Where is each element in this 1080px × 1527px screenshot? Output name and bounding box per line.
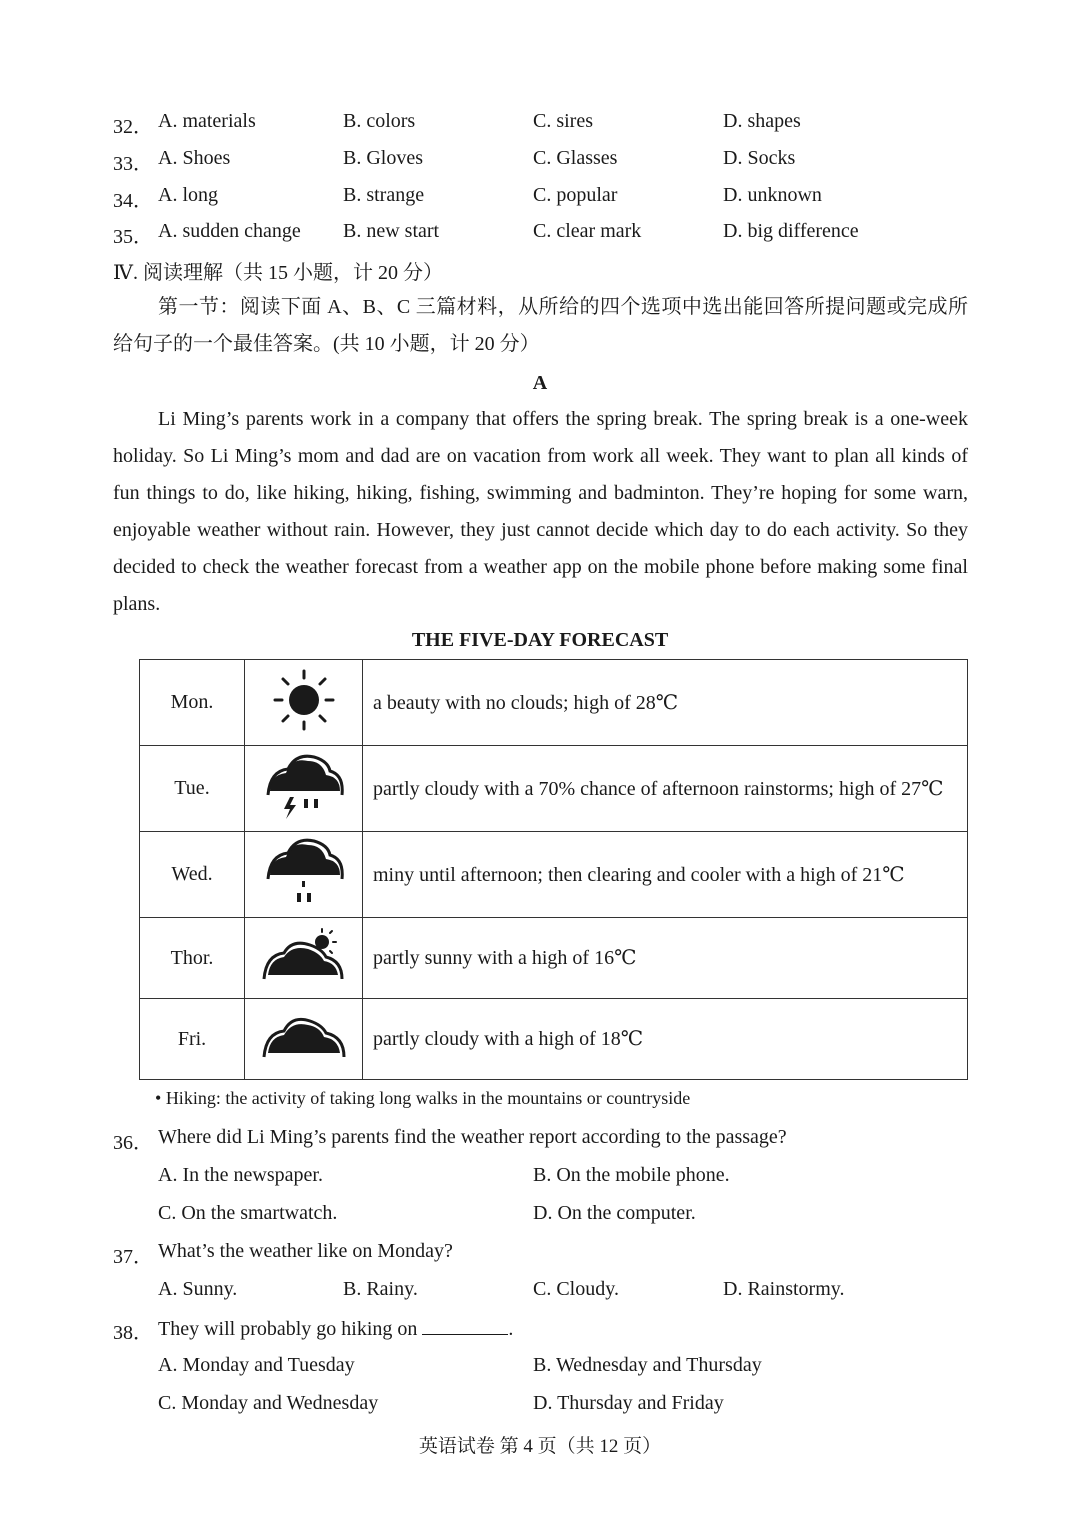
option-c: C. Cloudy. — [533, 1278, 619, 1300]
partly-sunny-icon — [262, 927, 346, 983]
option-a: A. long — [158, 184, 218, 206]
hiking-note — [155, 1088, 690, 1109]
option-d: D. Socks — [723, 147, 796, 169]
option-d: D. Rainstormy. — [723, 1278, 845, 1300]
question-number: 33． — [113, 153, 153, 175]
option-c: C. sires — [533, 110, 593, 132]
question-text: They will probably go hiking on — [158, 1318, 418, 1340]
option-a: A. sudden change — [158, 220, 301, 242]
option-a: A. Monday and Tuesday — [158, 1354, 355, 1376]
answer-blank — [422, 1316, 508, 1335]
option-a: A. Sunny. — [158, 1278, 238, 1300]
sun-icon — [269, 667, 339, 733]
question-punctuation: . — [508, 1318, 514, 1340]
forecast-title: THE FIVE-DAY FORECAST — [411, 629, 669, 651]
section-instruction: 第一节：阅读下面 A、B、C 三篇材料，从所给的四个选项中选出能回答所提问题或完成所给句子的一个最佳答案。(共 10 小题，计 20 分） — [113, 296, 968, 355]
option-b: B. Gloves — [343, 147, 423, 169]
question-number: 34． — [113, 190, 153, 212]
option-c: C. On the smartwatch. — [158, 1202, 338, 1224]
page-footer: 英语试卷 第 4 页（共 12 页） — [418, 1436, 662, 1457]
passage-text: Li Ming’s parents work in a company that offers the spring break. The spring break is a one-week holiday. So Li Ming’s mom and dad are on vacation from work all week. They want to plan all kinds of fun things to do, like hiking, hiking, fishing, swimming and badminton. They’re hoping for some warn, enjoyable weather without rain. However, they just cannot decide which day to do each activity. So they decided to check the weather forecast from a weather app on the mobile phone before making some final plans. — [113, 408, 968, 615]
option-a: A. Shoes — [158, 147, 231, 169]
option-b: B. strange — [343, 184, 425, 206]
thunderstorm-icon — [264, 751, 344, 821]
question-number: 37． — [113, 1246, 153, 1268]
option-c: C. Monday and Wednesday — [158, 1392, 379, 1414]
question-number: 36． — [113, 1132, 153, 1154]
question-number: 32． — [113, 116, 153, 138]
question-number: 38． — [113, 1322, 153, 1344]
question-number: 35． — [113, 226, 153, 248]
forecast-row-wed — [140, 832, 968, 918]
forecast-day: Fri. — [140, 999, 245, 1080]
forecast-table — [139, 659, 968, 1080]
forecast-day: Thor. — [140, 918, 245, 999]
forecast-description: partly sunny with a high of 16℃ — [363, 918, 968, 999]
option-c: C. Glasses — [533, 147, 618, 169]
section-title: Ⅳ. 阅读理解（共 15 小题，计 20 分） — [113, 262, 443, 284]
forecast-row-mon — [140, 660, 968, 746]
option-c: C. clear mark — [533, 220, 642, 242]
option-d: D. unknown — [723, 184, 822, 206]
option-a: A. In the newspaper. — [158, 1164, 323, 1186]
forecast-day: Wed. — [140, 832, 245, 918]
option-d: D. Thursday and Friday — [533, 1392, 724, 1414]
forecast-description: a beauty with no clouds; high of 28℃ — [363, 660, 968, 746]
option-a: A. materials — [158, 110, 256, 132]
forecast-row-thu — [140, 918, 968, 999]
option-d: D. On the computer. — [533, 1202, 696, 1224]
option-c: C. popular — [533, 184, 618, 206]
question-text: Where did Li Ming’s parents find the weather report according to the passage? — [158, 1126, 787, 1148]
forecast-day: Mon. — [140, 660, 245, 746]
question-text: What’s the weather like on Monday? — [158, 1240, 453, 1262]
cloud-icon — [262, 1011, 346, 1061]
forecast-description: partly cloudy with a high of 18℃ — [363, 999, 968, 1080]
forecast-description: miny until afternoon; then clearing and cooler with a high of 21℃ — [363, 832, 968, 918]
forecast-description: partly cloudy with a 70% chance of afternoon rainstorms; high of 27℃ — [363, 746, 968, 832]
question-line — [158, 1316, 513, 1341]
forecast-day: Tue. — [140, 746, 245, 832]
option-d: D. shapes — [723, 110, 801, 132]
rain-cloud-icon — [264, 837, 344, 907]
option-d: D. big difference — [723, 220, 859, 242]
option-b: B. Wednesday and Thursday — [533, 1354, 762, 1376]
forecast-row-tue — [140, 746, 968, 832]
option-b: B. On the mobile phone. — [533, 1164, 730, 1186]
forecast-row-fri — [140, 999, 968, 1080]
passage-label: A — [532, 372, 548, 394]
option-b: B. colors — [343, 110, 416, 132]
option-b: B. Rainy. — [343, 1278, 418, 1300]
bullet: • — [155, 1088, 166, 1108]
note-text: Hiking: the activity of taking long walks in the mountains or countryside — [165, 1088, 691, 1108]
option-b: B. new start — [343, 220, 440, 242]
